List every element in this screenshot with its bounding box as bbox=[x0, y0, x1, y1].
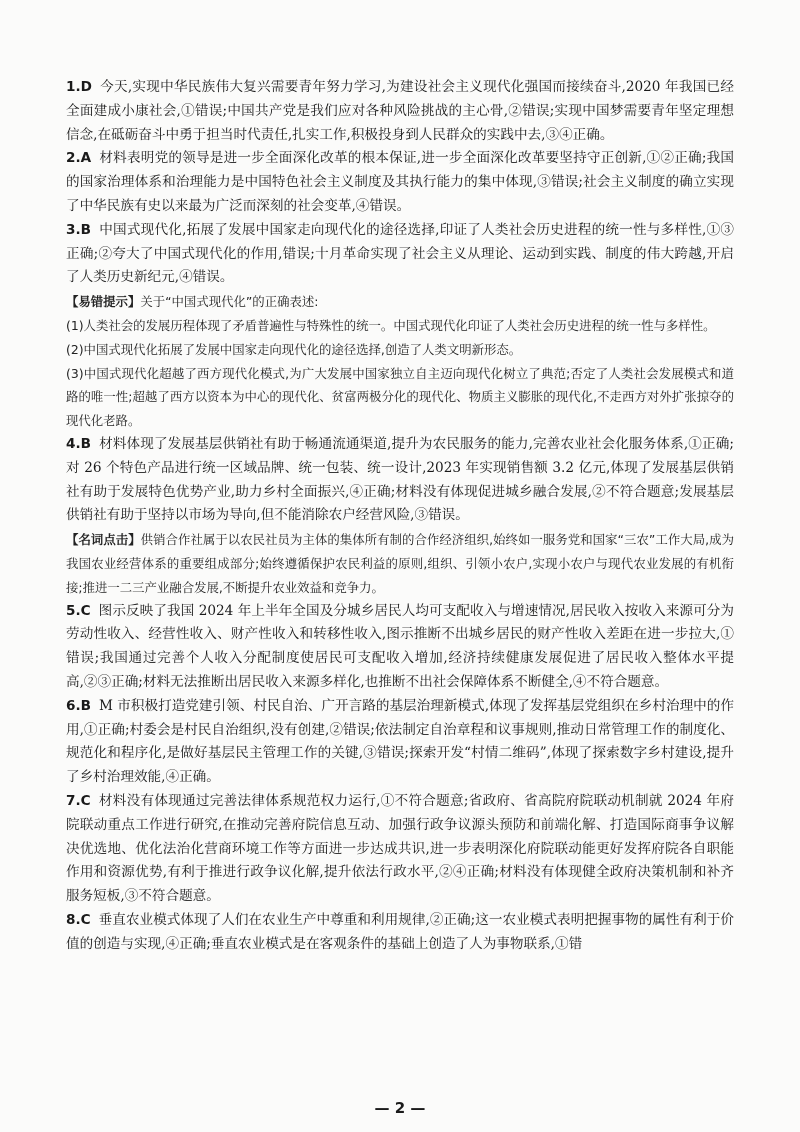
item-answer: A bbox=[80, 150, 92, 167]
page-number: — 2 — bbox=[374, 1099, 426, 1117]
item-explanation: M 市积极打造党建引领、村民自治、广开言路的基层治理新模式,体现了发挥基层党组织在乡村治理中的作用,①正确;村委会是村民自治组织,没有创建,②错误;依法制定自治章程和议事规则,推动日常管理工作的制度化、规范化和程序化,是做好基层民主管理工作的关键,③错误;探索开发“村情二维码”,体现了探索数字乡村建设,提升了乡村治理效能,④正确。 bbox=[66, 697, 734, 786]
error-tip-point: (2)中国式现代化拓展了发展中国家走向现代化的途径选择,创造了人类文明新形态。 bbox=[66, 341, 522, 357]
item-explanation: 材料表明党的领导是进一步全面深化改革的根本保证,进一步全面深化改革要坚持守正创新,①②正确;我国的国家治理体系和治理能力是中国特色社会主义制度及其执行能力的集中体现,③错误;社会主义制度的确立实现了中华民族有史以来最为广泛而深刻的社会变革,④错误。 bbox=[66, 150, 734, 214]
item-answer: B bbox=[80, 221, 91, 238]
error-tip-point: (3)中国式现代化超越了西方现代化模式,为广大发展中国家独立自主迈向现代化树立了典范;否定了人类社会发展模式和道路的唯一性;超越了西方以资本为中心的现代化、贫富两极分化的现代化、物质主义膨胀的现代化,不走西方对外扩张掠夺的现代化老路。 bbox=[66, 365, 734, 429]
error-tip-point: (1)人类社会的发展历程体现了矛盾普遍性与特殊性的统一。中国式现代化印证了人类社会历史进程的统一性与多样性。 bbox=[66, 317, 716, 333]
item-explanation: 材料没有体现通过完善法律体系规范权力运行,①不符合题意;省政府、省高院府院联动机制就 2024 年府院联动重点工作进行研究,在推动完善府院信息互动、加强行政争议源头预防和前端化解、打造国际商事争议解决优选地、优化法治化营商环境工作等方面进一步达成共识,进一步表明深化府院联动能更好发挥府院各自职能作用和资源优势,有利于推进行政争议化解,提升依法行政水平,②④正确;材料没有体现健全政府决策机制和补齐服务短板,③不符合题意。 bbox=[66, 792, 734, 905]
item-number: 6. bbox=[66, 697, 81, 714]
answer-item-1 bbox=[66, 76, 734, 147]
item-number: 7. bbox=[66, 792, 81, 809]
answer-item-6 bbox=[66, 695, 734, 790]
item-explanation: 图示反映了我国 2024 年上半年全国及分城乡居民人均可支配收入与增速情况,居民收入按收入来源可分为劳动性收入、经营性收入、财产性收入和转移性收入,图示推断不出城乡居民的财产性收入差距在进一步拉大,①错误;我国通过完善个人收入分配制度使居民可支配收入增加,经济持续健康发展促进了居民收入整体水平提高,②③正确;材料无法推断出居民收入来源多样化,也推断不出社会保障体系不断健全,④不符合题意。 bbox=[66, 602, 734, 690]
error-tip-label: 【易错提示】 bbox=[66, 294, 141, 310]
item-number: 8. bbox=[66, 911, 81, 928]
term-note-text: 供销合作社属于以农民社员为主体的集体所有制的合作经济组织,始终如一服务党和国家“三农”工作大局,成为我国农业经营体系的重要组成部分;始终遵循保护农民利益的原则,组织、引领小农户,实现小农户与现代农业发展的有机衔接;推进一二三产业融合发展,不断提升农业效益和竞争力。 bbox=[66, 532, 735, 595]
answer-item-5 bbox=[66, 600, 734, 695]
item-answer: C bbox=[80, 792, 91, 809]
answer-item-8 bbox=[66, 909, 734, 957]
item-number: 5. bbox=[66, 602, 81, 619]
answer-item-7 bbox=[66, 790, 734, 909]
item-number: 1. bbox=[66, 79, 81, 95]
answer-item-4 bbox=[66, 433, 734, 528]
item-answer: C bbox=[80, 602, 91, 619]
item-explanation: 垂直农业模式体现了人们在农业生产中尊重和利用规律,②正确;这一农业模式表明把握事物的属性有利于价值的创造与实现,④正确;垂直农业模式是在客观条件的基础上创造了人为事物联系,①错 bbox=[66, 911, 734, 952]
item-number: 4. bbox=[66, 435, 81, 452]
item-number: 3. bbox=[66, 221, 81, 238]
error-tip-box bbox=[66, 290, 734, 314]
answer-item-3 bbox=[66, 219, 734, 290]
error-tip-intro: 关于“中国式现代化”的正确表述: bbox=[140, 294, 319, 310]
item-answer: D bbox=[80, 79, 92, 95]
item-answer: C bbox=[80, 911, 91, 928]
item-number: 2. bbox=[66, 150, 81, 167]
item-explanation: 中国式现代化,拓展了发展中国家走向现代化的途径选择,印证了人类社会历史进程的统一性与多样性,①③正确;②夸大了中国式现代化的作用,错误;十月革命实现了社会主义从理论、运动到实践、制度的伟大跨越,开启了人类历史新纪元,④错误。 bbox=[66, 221, 734, 286]
answer-item-2 bbox=[66, 147, 734, 218]
item-answer: B bbox=[80, 697, 91, 714]
item-explanation: 今天,实现中华民族伟大复兴需要青年努力学习,为建设社会主义现代化强国而接续奋斗,2020 年我国已经全面建成小康社会,①错误;中国共产党是我们应对各种风险挑战的主心骨,②错误;实现中国梦需要青年坚定理想信念,在砥砺奋斗中勇于担当时代责任,扎实工作,积极投身到人民群众的实践中去,③④正确。 bbox=[66, 79, 734, 143]
term-note-label: 【名词点击】 bbox=[66, 532, 141, 548]
item-answer: B bbox=[80, 435, 91, 452]
item-explanation: 材料体现了发展基层供销社有助于畅通流通渠道,提升为农民服务的能力,完善农业社会化服务体系,①正确;对 26 个特色产品进行统一区域品牌、统一包装、统一设计,2023 年实现销售额 3.2 亿元,体现了发展基层供销社有助于发展特色优势产业,助力乡村全面振兴,④正确;材料没有体现促进城乡融合发展,②不符合题意;发展基层供销社有助于坚持以市场为导向,但不能消除农户经营风险,③错误。 bbox=[66, 435, 734, 524]
term-note-box bbox=[66, 528, 734, 599]
